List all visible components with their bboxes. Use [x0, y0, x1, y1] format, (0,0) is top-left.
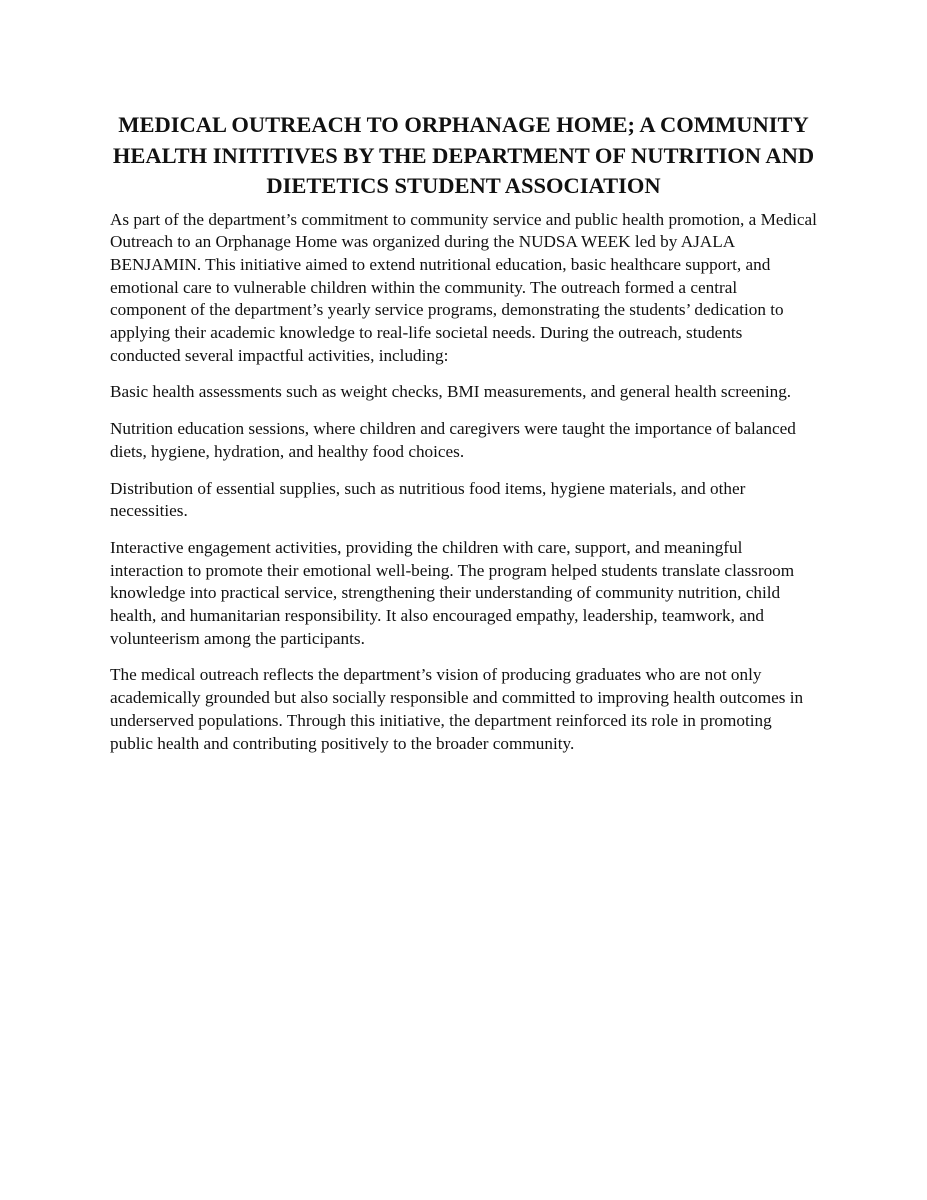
- nutrition-education-paragraph: Nutrition education sessions, where children and caregivers were taught the importance of balanced diets, hygiene, hydration, and healthy food choices.: [110, 419, 796, 461]
- engagement-activities-paragraph: Interactive engagement activities, providing the children with care, support, and meaningful interaction to promote their emotional well-being. The program helped students translate classroom knowledge into practical service, strengthening their understanding of community nutrition, child health, and humanitarian responsibility. It also encouraged empathy, leadership, teamwork, and volunteerism among the participants.: [110, 537, 795, 648]
- intro-paragraph: As part of the department’s commitment to community service and public health promotion, a Medical Outreach to an Orphanage Home was organized during the NUDSA WEEK led by AJALA BENJAMIN. This initiative aimed to extend nutritional education, basic healthcare support, and emotional care to vulnerable children within the community. The outreach formed a central component of the department’s yearly service programs, demonstrating the students’ dedication to applying their academic knowledge to real-life societal needs. During the outreach, students conducted several impactful activities, including:: [110, 209, 817, 365]
- conclusion-paragraph: The medical outreach reflects the department’s vision of producing graduates who are not only academically grounded but also socially responsible and committed to improving health outcomes in underserved populations. Through this initiative, the department reinforced its role in promoting public health and contributing positively to the broader community.: [110, 665, 804, 753]
- document-body: [110, 110, 817, 769]
- supplies-distribution-paragraph: Distribution of essential supplies, such as nutritious food items, hygiene materials, and other necessities.: [110, 478, 746, 521]
- document-title: MEDICAL OUTREACH TO ORPHANAGE HOME; A COMMUNITY HEALTH INITITIVES BY THE DEPARTMENT OF NUTRITION AND DIETETICS STUDENT ASSOCIATION: [112, 112, 815, 198]
- health-assessments-paragraph: Basic health assessments such as weight checks, BMI measurements, and general health screening.: [110, 382, 792, 402]
